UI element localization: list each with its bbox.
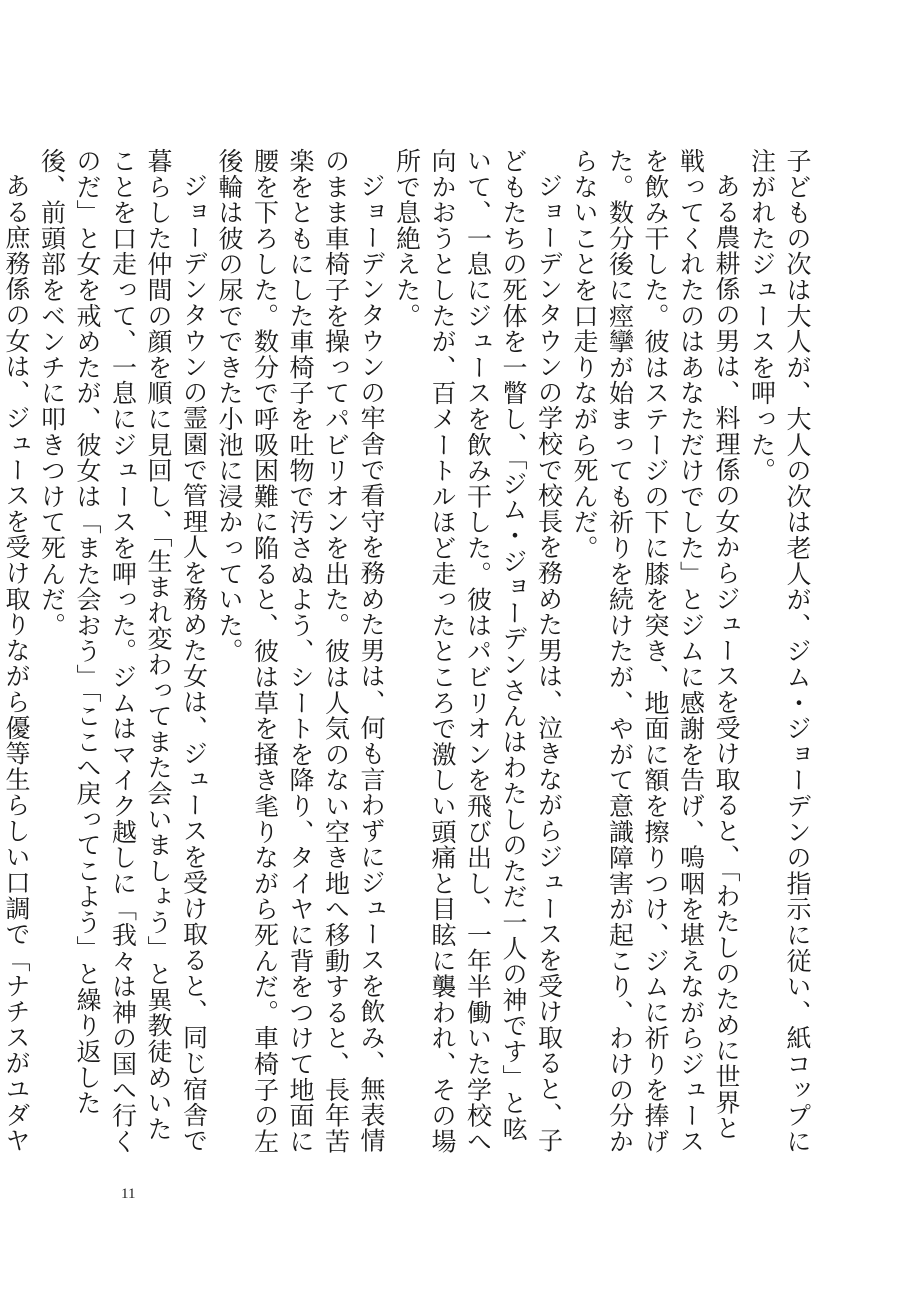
paragraph: ジョーデンタウンの霊園で管理人を務めた女は、ジュースを受け取ると、同じ宿舎で暮らした仲間の顔を順に見回し、「生まれ変わってまた会いましょう」と異教徒めいたことを口走って、一息にジュースを呷った。ジムはマイク越しに「我々は神の国へ行くのだ」と女を戒めたが、彼女は「また会おう」「ここへ戻ってこよう」と繰り返した後、前頭部をベンチに叩きつけて死んだ。 — [37, 148, 209, 1155]
vertical-text-body — [2, 148, 815, 1158]
paragraph: ある農耕係の男は、料理係の女からジュースを受け取ると、「わたしのために世界と戦ってくれたのはあなただけでした」とジムに感謝を告げ、嗚咽を堪えながらジュースを飲み干した。彼はステージの下に膝を突き、地面に額を擦りつけ、ジムに祈りを捧げた。数分後に痙攣が始まっても祈りを続けたが、やがて意識障害が起こり、わけの分からないことを口走りながら死んだ。 — [570, 148, 741, 1155]
paragraph: ジョーデンタウンの学校で校長を務めた男は、泣きながらジュースを受け取ると、子どもたちの死体を一瞥し、「ジム・ジョーデンさんはわたしのただ一人の神です」と呟いて、一息にジュースを飲み干した。彼はパビリオンを飛び出し、一年半働いた学校へ向かおうとしたが、百メートルほど走ったところで激しい頭痛と目眩に襲われ、その場所で息絶えた。 — [392, 148, 564, 1155]
paragraph: 子どもの次は大人が、大人の次は老人が、ジム・ジョーデンの指示に従い、紙コップに注がれたジュースを呷った。 — [747, 148, 812, 1155]
page-number: 11 — [121, 1186, 136, 1202]
paragraph: ある庶務係の女は、ジュースを受け取りながら優等生らしい口調で「ナチスがユダヤ — [2, 173, 31, 1154]
paragraph: ジョーデンタウンの牢舎で看守を務めた男は、何も言わずにジュースを飲み、無表情のまま車椅子を操ってパビリオンを出た。彼は人気のない空き地へ移動すると、長年苦楽をともにした車椅子を吐物で汚さぬよう、シートを降り、タイヤに背をつけて地面に腰を下ろした。数分で呼吸困難に陥ると、彼は草を掻き毟りながら死んだ。車椅子の左後輪は彼の尿でできた小池に浸かっていた。 — [215, 148, 386, 1155]
